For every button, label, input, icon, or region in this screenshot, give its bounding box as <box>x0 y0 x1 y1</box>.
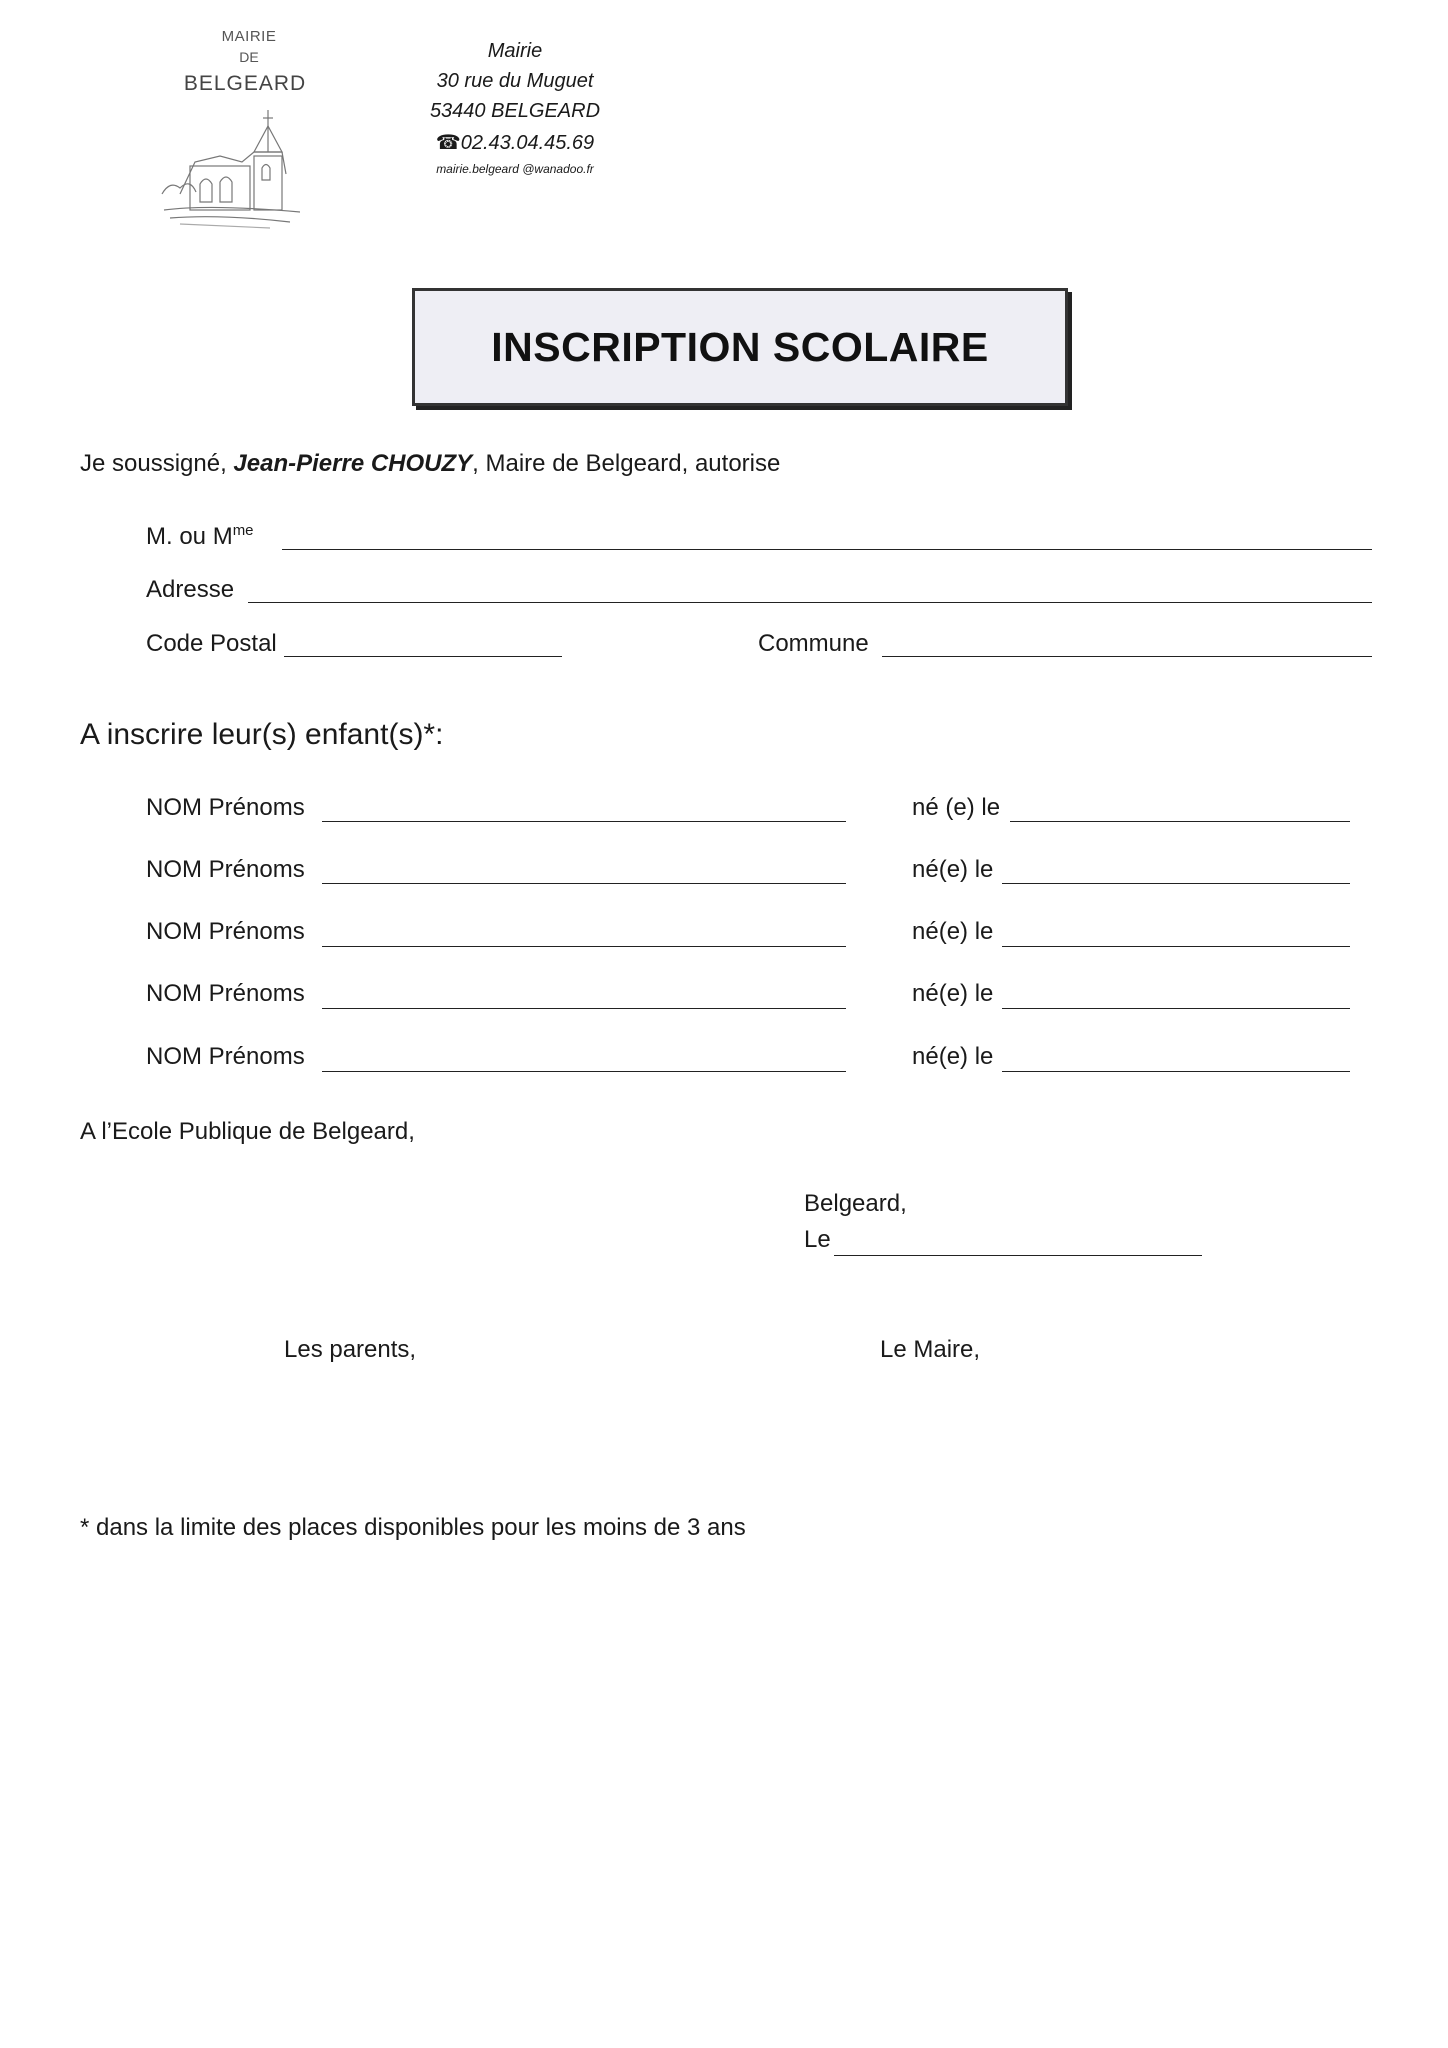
date-label: Le <box>804 1226 831 1253</box>
intro-suffix: , Maire de Belgeard, autorise <box>472 450 781 477</box>
telephone-icon: ☎ <box>435 132 461 154</box>
child-name-field[interactable] <box>322 946 846 947</box>
address-name: Mairie <box>487 40 543 62</box>
address-street: 30 rue du Muguet <box>436 70 594 92</box>
child-birth-label: né(e) le <box>912 856 994 883</box>
postal-code-field[interactable] <box>284 656 562 657</box>
children-heading: A inscrire leur(s) enfant(s)*: <box>80 718 444 751</box>
commune-field[interactable] <box>882 656 1372 657</box>
address-field[interactable] <box>248 602 1372 603</box>
logo-belgeard-text: BELGEARD <box>183 72 307 95</box>
page-title: INSCRIPTION SCOLAIRE <box>491 323 989 370</box>
address-phone-row <box>400 130 630 155</box>
child-name-label: NOM Prénoms <box>146 980 305 1007</box>
child-name-field[interactable] <box>322 883 846 884</box>
logo-mairie-text: MAIRIE <box>221 28 277 45</box>
child-name-field[interactable] <box>322 1008 846 1009</box>
child-birth-label: né(e) le <box>912 1043 994 1070</box>
intro-prefix: Je soussigné, <box>80 450 234 477</box>
church-sketch-icon <box>150 104 300 234</box>
mayor-name: Jean-Pierre CHOUZY <box>233 450 473 477</box>
commune-label: Commune <box>758 630 869 657</box>
parent-name-label <box>146 522 254 551</box>
postal-code-label: Code Postal <box>146 630 277 657</box>
logo-de-text: DE <box>239 49 259 65</box>
intro-sentence <box>80 450 780 478</box>
parent-name-label-sup: me <box>232 522 254 539</box>
address-label: Adresse <box>146 576 235 603</box>
child-name-label: NOM Prénoms <box>146 794 305 821</box>
child-birth-field[interactable] <box>1002 1071 1350 1072</box>
parents-signature-label: Les parents, <box>284 1336 417 1363</box>
child-birth-field[interactable] <box>1002 883 1350 884</box>
child-name-field[interactable] <box>322 821 846 822</box>
address-phone: 02.43.04.45.69 <box>460 132 595 154</box>
child-birth-label: né (e) le <box>912 794 1001 821</box>
parent-name-label-text: M. ou M <box>146 523 233 550</box>
title-box <box>412 288 1068 406</box>
child-name-field[interactable] <box>322 1071 846 1072</box>
child-birth-field[interactable] <box>1010 821 1350 822</box>
child-birth-label: né(e) le <box>912 980 994 1007</box>
address-city: 53440 BELGEARD <box>429 100 601 122</box>
child-birth-field[interactable] <box>1002 946 1350 947</box>
child-name-label: NOM Prénoms <box>146 918 305 945</box>
child-birth-label: né(e) le <box>912 918 994 945</box>
child-birth-field[interactable] <box>1002 1008 1350 1009</box>
place-text: Belgeard, <box>804 1190 907 1217</box>
date-field[interactable] <box>834 1255 1202 1256</box>
child-name-label: NOM Prénoms <box>146 856 305 883</box>
parent-name-field[interactable] <box>282 549 1372 550</box>
school-line: A l’Ecole Publique de Belgeard, <box>80 1118 415 1145</box>
address-email: mairie.belgeard @wanadoo.fr <box>436 162 594 176</box>
mayor-signature-label: Le Maire, <box>880 1336 981 1363</box>
child-name-label: NOM Prénoms <box>146 1043 305 1070</box>
footnote: * dans la limite des places disponibles pour les moins de 3 ans <box>80 1514 746 1541</box>
